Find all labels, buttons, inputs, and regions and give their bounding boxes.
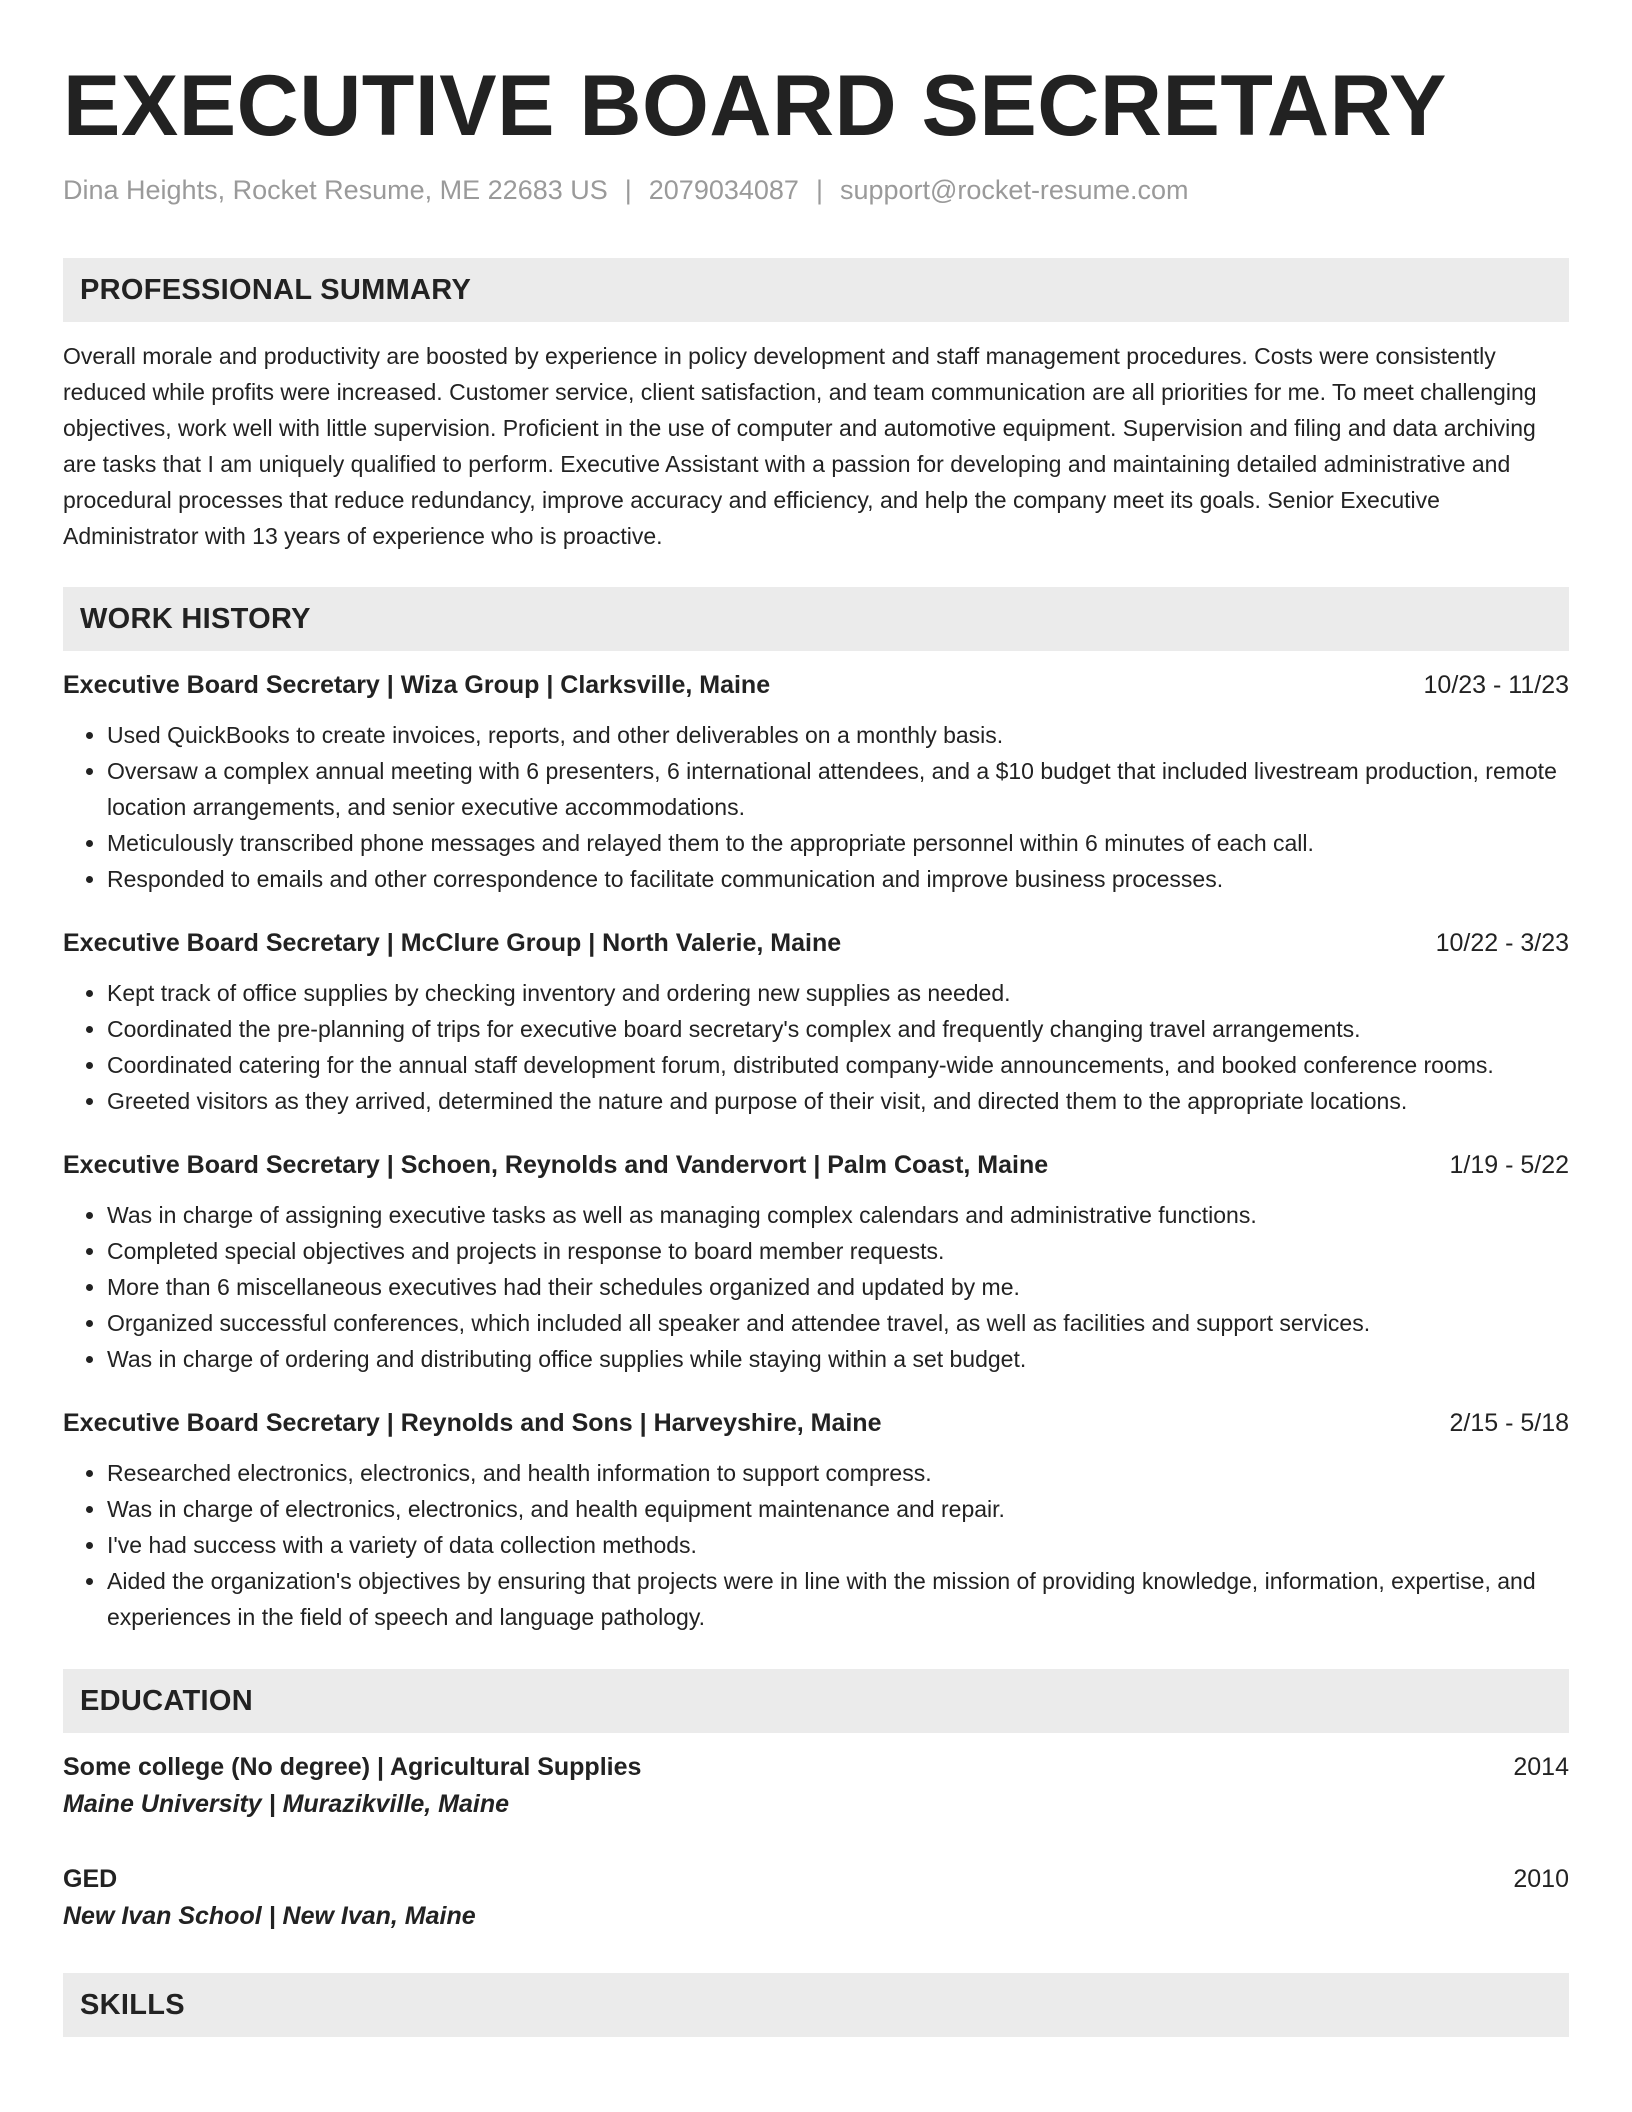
job-bullet: • Aided the organization's objectives by ensuring that projects were in line with the mission of providing knowledge, information, expertise, and experiences in the field of speech and language pathology. — [107, 1563, 1569, 1635]
contact-email: support@rocket-resume.com — [839, 175, 1189, 205]
education-header — [63, 1861, 1569, 1897]
job-bullet: • More than 6 miscellaneous executives had their schedules organized and updated by me. — [107, 1269, 1569, 1305]
resume-name: EXECUTIVE BOARD SECRETARY — [63, 58, 1447, 154]
job-bullet: • Researched electronics, electronics, and health information to support compress. — [107, 1455, 1569, 1491]
education-school: Maine University | Murazikville, Maine — [63, 1790, 510, 1818]
education-entry — [63, 1749, 1569, 1823]
job-entry — [63, 925, 1569, 1119]
job-bullet: • Coordinated the pre-planning of trips for executive board secretary's complex and frequently changing travel arrangements. — [107, 1011, 1569, 1047]
job-title: Executive Board Secretary | Reynolds and Sons | Harveyshire, Maine — [63, 1409, 882, 1437]
section-header-work-history: WORK HISTORY — [63, 587, 1569, 651]
education-header — [63, 1749, 1569, 1785]
contact-separator: | — [624, 175, 632, 205]
job-header — [63, 925, 1569, 961]
job-header — [63, 1405, 1569, 1441]
job-bullets — [63, 1197, 1569, 1377]
job-header — [63, 1147, 1569, 1183]
job-header — [63, 667, 1569, 703]
job-bullet: • Organized successful conferences, which included all speaker and attendee travel, as well as facilities and support services. — [107, 1305, 1569, 1341]
summary-text: Overall morale and productivity are boosted by experience in policy development and staff management procedures. Costs were consistently reduced while profits were increased. Customer service, client satisfaction, and team communication are all priorities for me. To meet challenging objectives, work well with little supervision. Proficient in the use of computer and automotive equipment. Supervision and filing and data archiving are tasks that I am uniquely qualified to perform. Executive Assistant with a passion for developing and maintaining detailed administrative and procedural processes that reduce redundancy, improve accuracy and efficiency, and help the company meet its goals. Senior Executive Administrator with 13 years of experience who is proactive. — [63, 343, 1537, 549]
job-bullet: • Completed special objectives and projects in response to board member requests. — [107, 1233, 1569, 1269]
contact-line — [63, 172, 1569, 208]
job-bullet: • Was in charge of electronics, electronics, and health equipment maintenance and repair. — [107, 1491, 1569, 1527]
job-bullet: • Responded to emails and other correspondence to facilitate communication and improve business processes. — [107, 861, 1569, 897]
job-bullets — [63, 975, 1569, 1119]
job-dates: 10/23 - 11/23 — [1423, 671, 1569, 699]
section-header-summary: PROFESSIONAL SUMMARY — [63, 258, 1569, 322]
job-title: Executive Board Secretary | Wiza Group | Clarksville, Maine — [63, 671, 771, 699]
job-bullet: • Kept track of office supplies by checking inventory and ordering new supplies as needed. — [107, 975, 1569, 1011]
education-year: 2010 — [1513, 1865, 1569, 1893]
job-title: Executive Board Secretary | Schoen, Reynolds and Vandervort | Palm Coast, Maine — [63, 1151, 1049, 1179]
job-bullet: • Greeted visitors as they arrived, determined the nature and purpose of their visit, and directed them to the appropriate locations. — [107, 1083, 1569, 1119]
job-entry — [63, 1147, 1569, 1377]
contact-separator: | — [815, 175, 823, 205]
job-bullets — [63, 717, 1569, 897]
section-header-education: EDUCATION — [63, 1669, 1569, 1733]
job-bullet: • Meticulously transcribed phone messages and relayed them to the appropriate personnel within 6 minutes of each call. — [107, 825, 1569, 861]
education-degree: Some college (No degree) | Agricultural Supplies — [63, 1753, 642, 1781]
job-dates: 10/22 - 3/23 — [1435, 929, 1569, 957]
job-dates: 2/15 - 5/18 — [1449, 1409, 1569, 1437]
job-bullet: • Oversaw a complex annual meeting with 6 presenters, 6 international attendees, and a $10 budget that included livestream production, remote location arrangements, and senior executive accommodations. — [107, 753, 1569, 825]
job-bullet: • Was in charge of assigning executive tasks as well as managing complex calendars and administrative functions. — [107, 1197, 1569, 1233]
education-year: 2014 — [1513, 1753, 1569, 1781]
education-degree: GED — [63, 1865, 118, 1893]
job-bullets — [63, 1455, 1569, 1635]
job-dates: 1/19 - 5/22 — [1449, 1151, 1569, 1179]
job-entry — [63, 1405, 1569, 1635]
contact-address: Dina Heights, Rocket Resume, ME 22683 US — [63, 175, 608, 205]
job-bullet: • Was in charge of ordering and distributing office supplies while staying within a set budget. — [107, 1341, 1569, 1377]
job-bullet: • I've had success with a variety of data collection methods. — [107, 1527, 1569, 1563]
job-bullet: • Coordinated catering for the annual staff development forum, distributed company-wide announcements, and booked conference rooms. — [107, 1047, 1569, 1083]
job-entry — [63, 667, 1569, 897]
section-header-skills: SKILLS — [63, 1973, 1569, 2037]
job-title: Executive Board Secretary | McClure Group | North Valerie, Maine — [63, 929, 842, 957]
education-entry — [63, 1861, 1569, 1935]
contact-phone: 2079034087 — [648, 175, 799, 205]
job-bullet: • Used QuickBooks to create invoices, reports, and other deliverables on a monthly basis. — [107, 717, 1569, 753]
education-school: New Ivan School | New Ivan, Maine — [63, 1902, 476, 1930]
